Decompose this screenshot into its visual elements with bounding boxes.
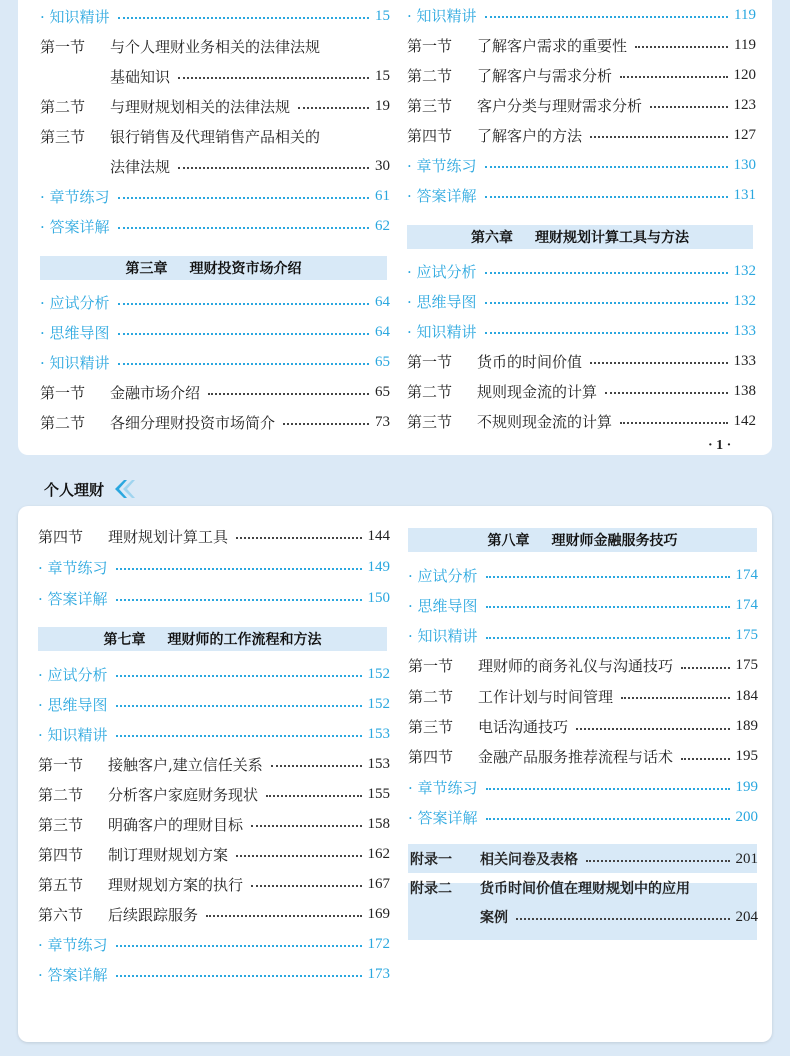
leader-dots bbox=[586, 860, 730, 862]
toc-entry-page: 123 bbox=[733, 96, 756, 113]
toc-entry[interactable] bbox=[40, 1, 390, 31]
toc-entry-number: · 章节练习 bbox=[408, 778, 478, 797]
leader-dots bbox=[485, 196, 728, 198]
toc-entry-number: 第一节 bbox=[40, 37, 86, 56]
toc-entry-number: 第一节 bbox=[408, 657, 454, 676]
leader-dots bbox=[298, 107, 369, 109]
toc-entry-page: 150 bbox=[367, 589, 390, 606]
leader-dots bbox=[681, 758, 729, 760]
leader-dots bbox=[486, 576, 730, 578]
leader-dots bbox=[486, 818, 730, 820]
toc-entry[interactable] bbox=[40, 121, 390, 151]
toc-entry-number: 第四节 bbox=[407, 126, 453, 145]
toc-entry-page: 149 bbox=[367, 558, 390, 575]
leader-dots bbox=[118, 17, 369, 19]
toc-entry-title: 与个人理财业务相关的法律法规 bbox=[110, 37, 321, 56]
toc-entry[interactable] bbox=[407, 120, 756, 150]
toc-entry-page: 65 bbox=[375, 353, 390, 370]
toc-entry-page: 172 bbox=[367, 935, 390, 952]
toc-entry-number: · 应试分析 bbox=[40, 293, 110, 312]
toc-entry-number: · 章节练习 bbox=[407, 156, 477, 175]
toc-entry-page: 173 bbox=[367, 965, 390, 982]
toc-entry-title: 了解客户与需求分析 bbox=[477, 66, 613, 85]
toc-entry-number: 第五节 bbox=[38, 875, 84, 894]
chapter-number: 第八章 bbox=[487, 533, 530, 549]
toc-entry[interactable] bbox=[410, 902, 758, 932]
toc-entry-number: 第二节 bbox=[408, 687, 454, 706]
toc-entry-page: 132 bbox=[733, 292, 756, 309]
toc-entry-number: · 思维导图 bbox=[40, 323, 110, 342]
leader-dots bbox=[576, 728, 729, 730]
chevron-left-icon bbox=[112, 478, 138, 500]
chapter-title: 理财投资市场介绍 bbox=[189, 261, 302, 277]
leader-dots bbox=[271, 765, 362, 767]
leader-dots bbox=[620, 422, 727, 424]
toc-entry-number: · 章节练习 bbox=[40, 187, 110, 206]
toc-entry-page: 174 bbox=[735, 596, 758, 613]
toc-entry[interactable] bbox=[407, 180, 756, 210]
toc-entry-title: 接触客户,建立信任关系 bbox=[108, 755, 263, 774]
toc-entry-title: 相关问卷及表格 bbox=[480, 852, 578, 868]
toc-entry[interactable] bbox=[408, 802, 758, 832]
chapter-title: 理财师金融服务技巧 bbox=[551, 533, 678, 549]
toc-entry-page: 133 bbox=[733, 352, 756, 369]
toc-entry-page: 30 bbox=[375, 157, 390, 174]
toc-entry-number: · 应试分析 bbox=[407, 262, 477, 281]
toc-entry-page: 195 bbox=[735, 748, 758, 765]
leader-dots bbox=[118, 197, 369, 199]
leader-dots bbox=[116, 705, 362, 707]
toc-entry-title: 理财规划方案的执行 bbox=[108, 875, 244, 894]
leader-dots bbox=[485, 272, 728, 274]
toc-entry-number: 第二节 bbox=[407, 66, 453, 85]
toc-entry-number: · 答案详解 bbox=[407, 186, 477, 205]
toc-entry-number: 第二节 bbox=[40, 413, 86, 432]
chapter-8-header bbox=[408, 528, 757, 552]
toc-entry-page: 62 bbox=[375, 217, 390, 234]
toc-entry-title: 理财规划计算工具 bbox=[108, 527, 229, 546]
toc-entry[interactable] bbox=[38, 659, 390, 689]
leader-dots bbox=[486, 788, 730, 790]
toc-entry-page: 131 bbox=[733, 186, 756, 203]
toc-entry-title: 与理财规划相关的法律法规 bbox=[110, 97, 291, 116]
toc-entry[interactable] bbox=[408, 712, 758, 742]
toc-entry[interactable] bbox=[38, 869, 390, 899]
toc-entry-number: 第一节 bbox=[40, 383, 86, 402]
leader-dots bbox=[116, 945, 362, 947]
toc-entry-title: 理财师的商务礼仪与沟通技巧 bbox=[478, 657, 674, 676]
chapter-number: 第三章 bbox=[125, 261, 168, 277]
toc-entry[interactable] bbox=[408, 742, 758, 772]
toc-entry[interactable] bbox=[408, 681, 758, 711]
toc-entry-page: 167 bbox=[367, 875, 390, 892]
leader-dots bbox=[251, 885, 361, 887]
toc-entry-number: · 答案详解 bbox=[38, 589, 108, 608]
toc-entry-page: 132 bbox=[733, 262, 756, 279]
toc-entry-number: 第三节 bbox=[38, 815, 84, 834]
toc-entry[interactable] bbox=[407, 256, 756, 286]
toc-entry[interactable] bbox=[38, 809, 390, 839]
toc-entry-number: · 应试分析 bbox=[408, 566, 478, 585]
chapter-7-header bbox=[38, 627, 387, 651]
toc-entry-number: · 章节练习 bbox=[38, 935, 108, 954]
toc-entry[interactable] bbox=[408, 560, 758, 590]
leader-dots bbox=[485, 332, 728, 334]
leader-dots bbox=[251, 825, 361, 827]
toc-entry-title: 分析客户家庭财务现状 bbox=[108, 785, 259, 804]
leader-dots bbox=[118, 303, 369, 305]
toc-entry[interactable] bbox=[408, 651, 758, 681]
leader-dots bbox=[116, 675, 362, 677]
toc-entry[interactable] bbox=[407, 346, 756, 376]
toc-entry-page: 204 bbox=[735, 908, 758, 925]
toc-entry-title: 银行销售及代理销售产品相关的 bbox=[110, 127, 321, 146]
toc-entry-number: 第四节 bbox=[38, 527, 84, 546]
toc-entry-title: 工作计划与时间管理 bbox=[478, 687, 614, 706]
toc-entry-page: 120 bbox=[733, 66, 756, 83]
chapter-title: 理财规划计算工具与方法 bbox=[535, 230, 689, 246]
toc-entry[interactable] bbox=[40, 317, 390, 347]
toc-entry-page: 152 bbox=[367, 665, 390, 682]
leader-dots bbox=[486, 637, 730, 639]
toc-entry[interactable] bbox=[38, 521, 390, 551]
toc-entry-number: 第四节 bbox=[38, 845, 84, 864]
toc-entry-number: 第一节 bbox=[407, 36, 453, 55]
toc-entry-title: 金融产品服务推荐流程与话术 bbox=[478, 748, 674, 767]
toc-entry-title: 各细分理财投资市场简介 bbox=[110, 413, 276, 432]
toc-entry-title: 了解客户的方法 bbox=[477, 126, 583, 145]
toc-entry-page: 155 bbox=[367, 785, 390, 802]
toc-entry[interactable] bbox=[40, 407, 390, 437]
leader-dots bbox=[206, 915, 361, 917]
toc-entry-page: 15 bbox=[375, 67, 390, 84]
toc-entry[interactable] bbox=[410, 873, 758, 903]
toc-entry-page: 152 bbox=[367, 695, 390, 712]
leader-dots bbox=[266, 795, 361, 797]
toc-entry[interactable] bbox=[408, 772, 758, 802]
toc-entry-page: 65 bbox=[375, 383, 390, 400]
toc-entry-number: · 知识精讲 bbox=[407, 6, 477, 25]
leader-dots bbox=[485, 166, 728, 168]
toc-entry[interactable] bbox=[38, 929, 390, 959]
leader-dots bbox=[485, 16, 729, 18]
toc-entry[interactable] bbox=[40, 31, 390, 61]
toc-entry-title: 货币时间价值在理财规划中的应用 bbox=[480, 881, 690, 897]
toc-entry[interactable] bbox=[38, 552, 390, 582]
toc-entry-number: 附录一 bbox=[410, 852, 452, 868]
toc-entry[interactable] bbox=[407, 90, 756, 120]
toc-entry-page: 184 bbox=[735, 687, 758, 704]
leader-dots bbox=[605, 392, 727, 394]
leader-dots bbox=[118, 363, 369, 365]
toc-entry-page: 127 bbox=[733, 126, 756, 143]
toc-entry[interactable] bbox=[40, 91, 390, 121]
leader-dots bbox=[681, 667, 729, 669]
toc-entry-number: 第一节 bbox=[407, 352, 453, 371]
toc-entry-page: 15 bbox=[375, 7, 390, 24]
toc-entry-page: 201 bbox=[735, 850, 758, 867]
toc-entry[interactable] bbox=[407, 30, 756, 60]
leader-dots bbox=[116, 599, 362, 601]
leader-dots bbox=[118, 333, 369, 335]
toc-entry[interactable] bbox=[410, 844, 758, 874]
toc-entry[interactable] bbox=[407, 286, 756, 316]
toc-entry-number: · 知识精讲 bbox=[407, 322, 477, 341]
leader-dots bbox=[283, 423, 369, 425]
chapter-3-header bbox=[40, 256, 387, 280]
toc-entry[interactable] bbox=[40, 287, 390, 317]
toc-entry-page: 73 bbox=[375, 413, 390, 430]
toc-entry[interactable] bbox=[40, 61, 390, 91]
toc-entry[interactable] bbox=[38, 779, 390, 809]
toc-entry-number: · 知识精讲 bbox=[408, 627, 478, 646]
toc-entry-number: 第三节 bbox=[407, 412, 453, 431]
toc-entry-page: 130 bbox=[733, 156, 756, 173]
toc-entry-number: · 答案详解 bbox=[408, 808, 478, 827]
toc-entry-title: 货币的时间价值 bbox=[477, 352, 583, 371]
leader-dots bbox=[486, 606, 730, 608]
toc-entry-page: 153 bbox=[367, 755, 390, 772]
toc-entry-number: 第二节 bbox=[407, 382, 453, 401]
leader-dots bbox=[178, 77, 369, 79]
leader-dots bbox=[620, 76, 727, 78]
toc-entry-number: · 思维导图 bbox=[408, 596, 478, 615]
section-tag bbox=[44, 478, 138, 500]
toc-entry-title: 了解客户需求的重要性 bbox=[477, 36, 628, 55]
toc-entry-number: · 知识精讲 bbox=[38, 725, 108, 744]
toc-entry-title: 明确客户的理财目标 bbox=[108, 815, 244, 834]
toc-entry-page: 133 bbox=[733, 322, 756, 339]
leader-dots bbox=[516, 918, 730, 920]
toc-entry[interactable] bbox=[407, 376, 756, 406]
toc-entry-page: 199 bbox=[735, 778, 758, 795]
toc-entry-page: 175 bbox=[735, 657, 758, 674]
toc-entry[interactable] bbox=[38, 839, 390, 869]
chapter-number: 第六章 bbox=[471, 230, 513, 246]
toc-entry-title: 电话沟通技巧 bbox=[478, 718, 569, 736]
toc-entry[interactable] bbox=[40, 347, 390, 377]
toc-entry-title: 不规则现金流的计算 bbox=[477, 412, 613, 431]
toc-entry[interactable] bbox=[38, 899, 390, 929]
toc-entry[interactable] bbox=[408, 590, 758, 620]
chapter-title: 理财师的工作流程和方法 bbox=[167, 632, 322, 648]
toc-entry-title: 金融市场介绍 bbox=[110, 383, 201, 402]
toc-entry-number: · 思维导图 bbox=[407, 292, 477, 311]
toc-entry[interactable] bbox=[40, 181, 390, 211]
toc-entry[interactable] bbox=[407, 0, 756, 30]
chapter-number: 第七章 bbox=[103, 632, 146, 648]
toc-entry-title: 制订理财规划方案 bbox=[108, 845, 229, 864]
toc-entry[interactable] bbox=[40, 151, 390, 181]
toc-entry-number: · 思维导图 bbox=[38, 695, 108, 714]
toc-entry-page: 174 bbox=[735, 566, 758, 583]
leader-dots bbox=[178, 167, 369, 169]
toc-entry-title: 法律法规 bbox=[110, 157, 171, 176]
toc-entry-number: · 章节练习 bbox=[38, 558, 108, 577]
toc-entry-number: 第二节 bbox=[40, 97, 86, 116]
leader-dots bbox=[118, 227, 369, 229]
toc-entry-number: 第三节 bbox=[407, 96, 453, 115]
leader-dots bbox=[116, 568, 362, 570]
leader-dots bbox=[621, 697, 729, 699]
toc-entry-page: 64 bbox=[375, 323, 390, 340]
toc-entry-number: · 应试分析 bbox=[38, 665, 108, 684]
leader-dots bbox=[485, 302, 728, 304]
toc-entry-title: 后续跟踪服务 bbox=[108, 905, 199, 924]
toc-entry-page: 142 bbox=[733, 412, 756, 429]
leader-dots bbox=[116, 735, 362, 737]
toc-entry-page: 158 bbox=[367, 815, 390, 832]
toc-entry-number: 第四节 bbox=[408, 748, 454, 767]
toc-entry[interactable] bbox=[38, 689, 390, 719]
toc-entry[interactable] bbox=[408, 621, 758, 651]
toc-entry-title: 案例 bbox=[480, 910, 508, 926]
toc-entry-page: 19 bbox=[375, 97, 390, 114]
toc-entry-page: 119 bbox=[734, 6, 756, 23]
toc-entry-page: 61 bbox=[375, 187, 390, 204]
toc-entry[interactable] bbox=[38, 959, 390, 989]
leader-dots bbox=[236, 855, 361, 857]
toc-entry-number: · 知识精讲 bbox=[40, 353, 110, 372]
toc-entry-page: 169 bbox=[367, 905, 390, 922]
toc-entry[interactable] bbox=[40, 211, 390, 241]
toc-entry[interactable] bbox=[40, 377, 390, 407]
toc-entry[interactable] bbox=[407, 150, 756, 180]
toc-entry[interactable] bbox=[38, 583, 390, 613]
toc-entry-page: 144 bbox=[367, 527, 390, 544]
toc-entry-page: 189 bbox=[735, 718, 758, 734]
toc-entry-number: 第三节 bbox=[408, 718, 454, 736]
page-number: · 1 · bbox=[708, 438, 732, 453]
toc-entry-number: · 答案详解 bbox=[40, 217, 110, 236]
toc-entry-page: 162 bbox=[367, 845, 390, 862]
toc-entry-page: 153 bbox=[367, 725, 390, 742]
toc-entry-number: · 知识精讲 bbox=[40, 7, 110, 26]
section-tag-label: 个人理财 bbox=[44, 480, 105, 499]
leader-dots bbox=[650, 106, 727, 108]
toc-entry-title: 规则现金流的计算 bbox=[477, 382, 598, 401]
leader-dots bbox=[590, 136, 727, 138]
leader-dots bbox=[635, 46, 728, 48]
toc-entry[interactable] bbox=[407, 60, 756, 90]
leader-dots bbox=[590, 362, 727, 364]
toc-entry-number: 第一节 bbox=[38, 755, 84, 774]
toc-entry-page: 200 bbox=[735, 808, 758, 825]
leader-dots bbox=[116, 975, 362, 977]
toc-entry[interactable] bbox=[38, 719, 390, 749]
leader-dots bbox=[236, 537, 361, 539]
toc-entry-page: 175 bbox=[735, 627, 758, 644]
toc-entry-page: 64 bbox=[375, 293, 390, 310]
toc-entry-page: 138 bbox=[733, 382, 756, 399]
chapter-6-header bbox=[407, 225, 753, 249]
toc-entry-number: 第三节 bbox=[40, 127, 86, 146]
toc-entry-title: 客户分类与理财需求分析 bbox=[477, 96, 643, 115]
toc-entry-page: 119 bbox=[734, 36, 756, 53]
toc-entry[interactable] bbox=[38, 749, 390, 779]
toc-entry-title: 基础知识 bbox=[110, 67, 171, 86]
toc-entry[interactable] bbox=[407, 316, 756, 346]
toc-entry-number: · 答案详解 bbox=[38, 965, 108, 984]
toc-entry-number: 第二节 bbox=[38, 785, 84, 804]
leader-dots bbox=[208, 393, 369, 395]
toc-entry-number: 第六节 bbox=[38, 905, 84, 924]
toc-entry-number: 附录二 bbox=[410, 881, 452, 897]
toc-entry[interactable] bbox=[407, 406, 756, 436]
